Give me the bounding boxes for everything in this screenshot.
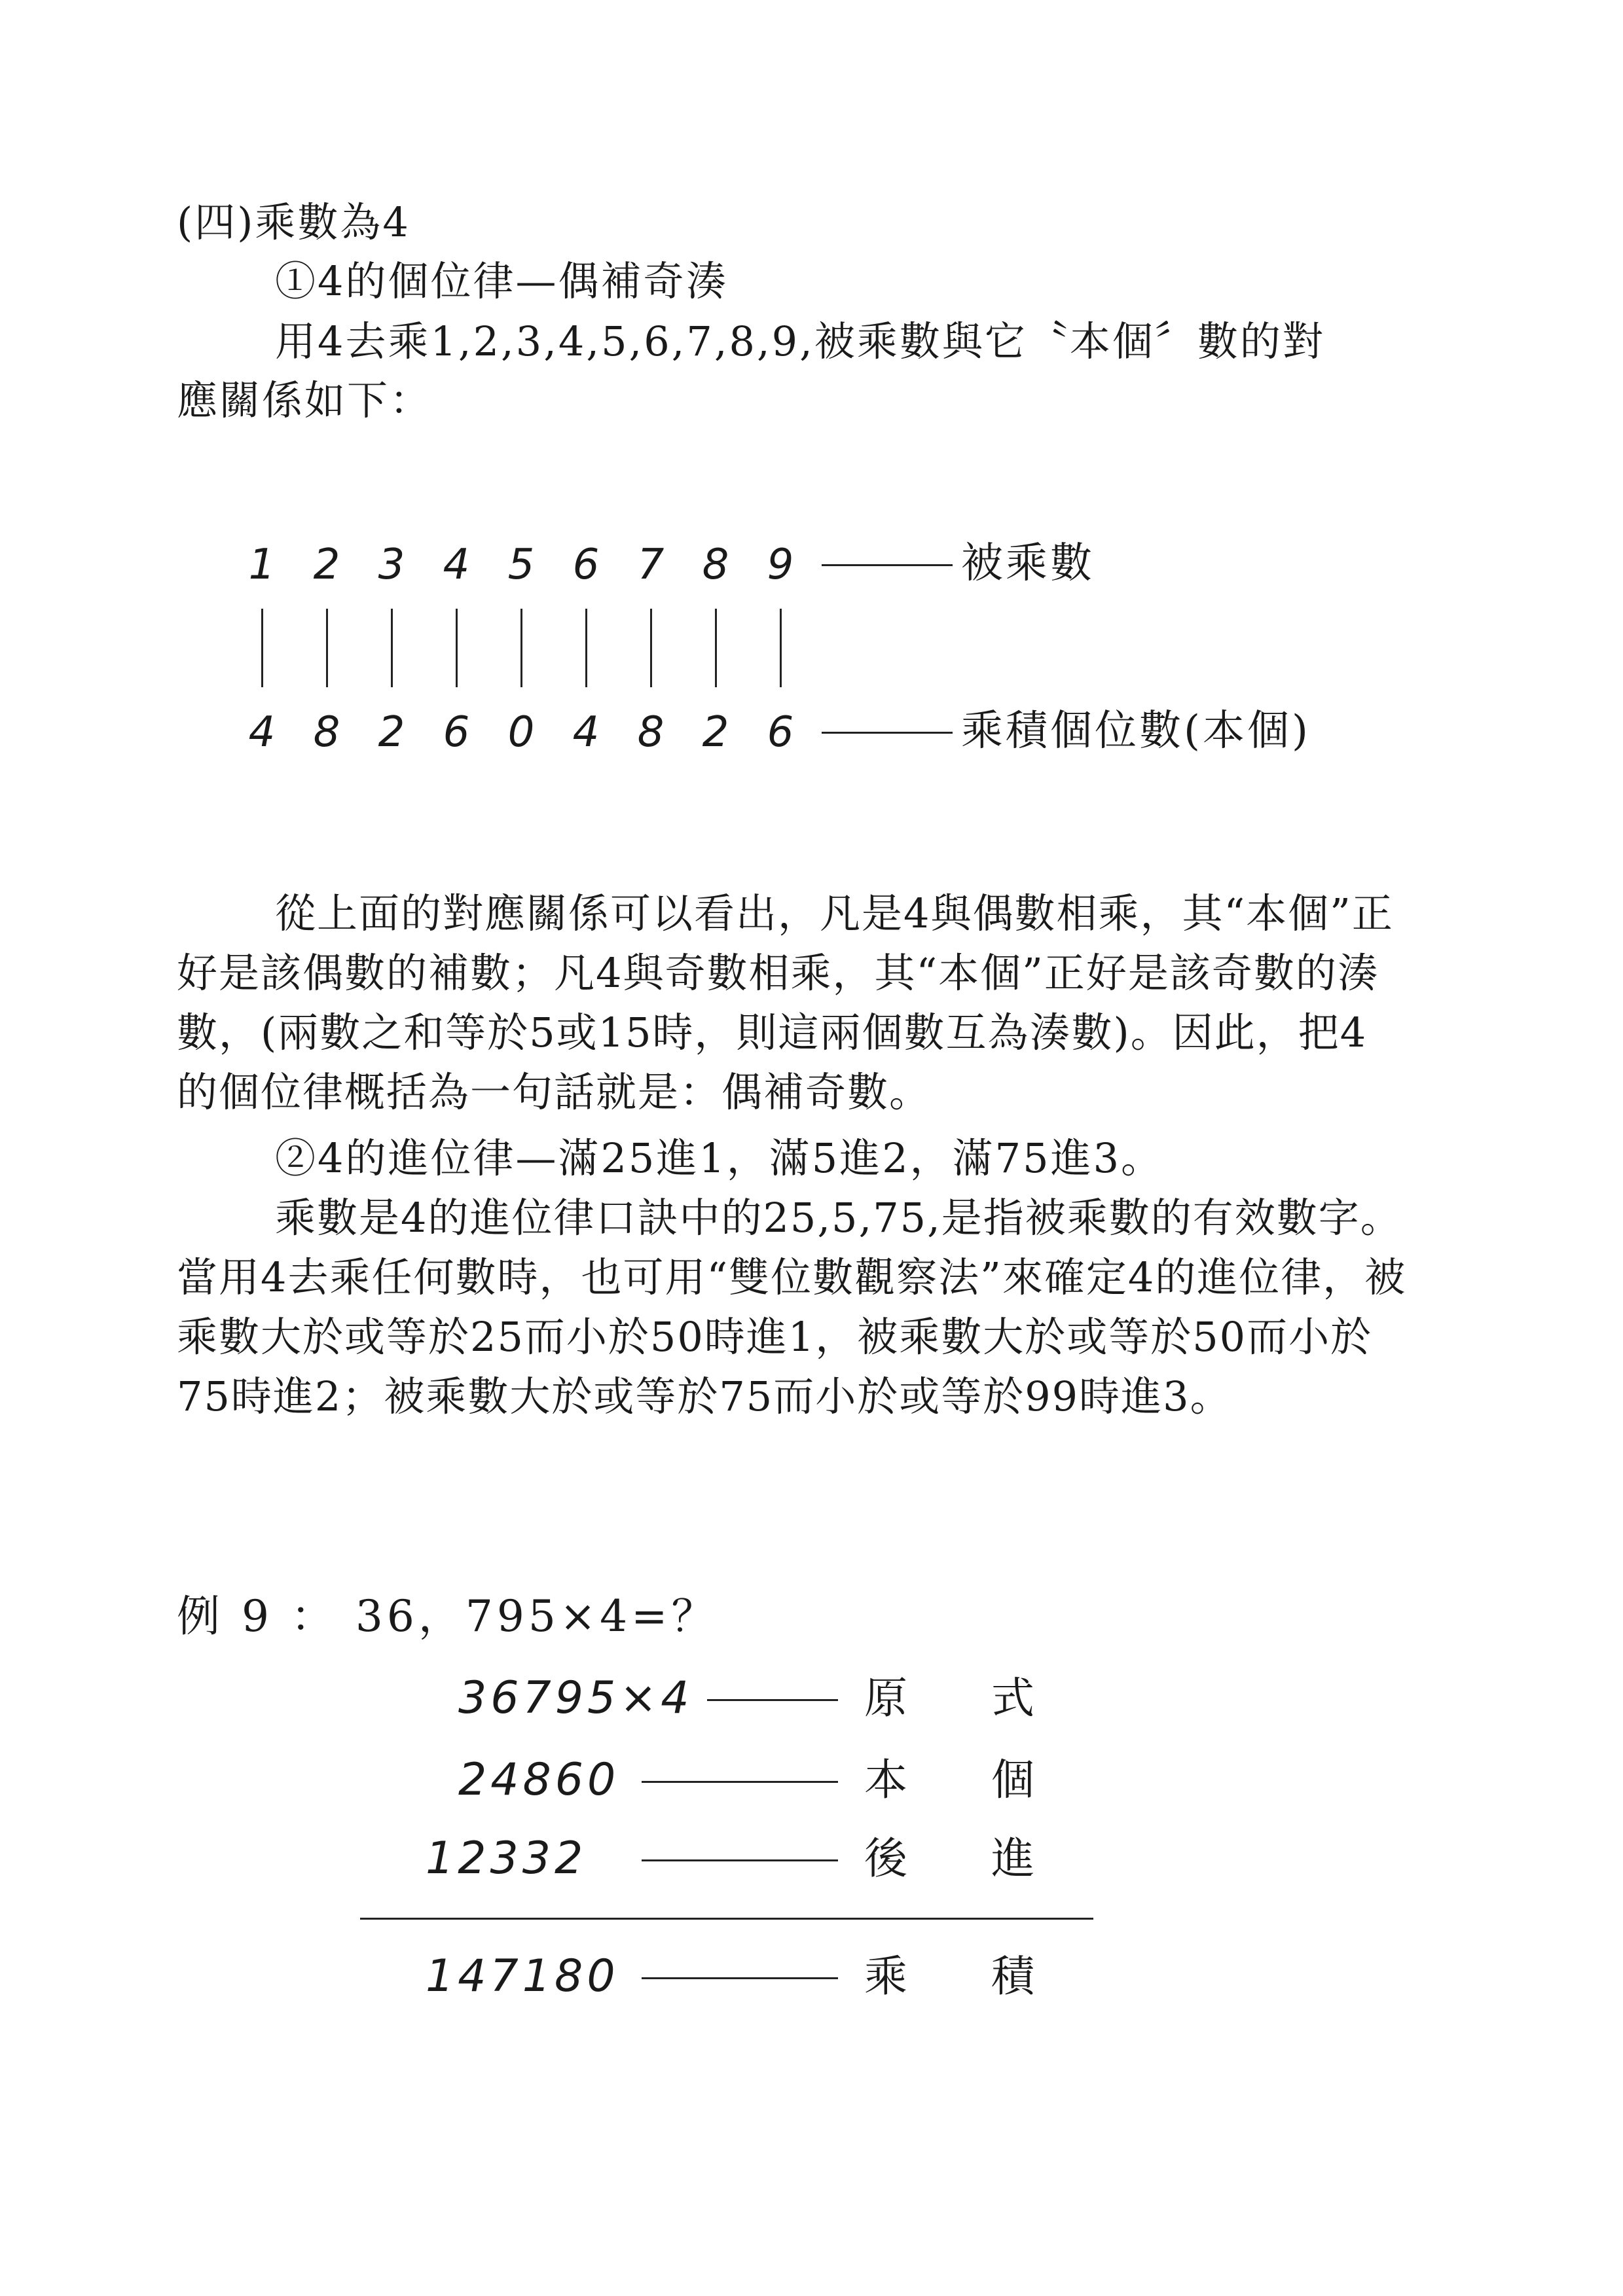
- intro-line-2: 應關係如下：: [177, 376, 433, 424]
- multiplicand-digit: 5: [507, 541, 535, 589]
- sum-rule: [360, 1918, 1093, 1920]
- connector-line: [715, 609, 717, 687]
- subsection-carry-rule: ②4的進位律—滿25進1，滿5進2，滿75進3。: [275, 1134, 1164, 1182]
- product-unit-digit: 6: [767, 708, 794, 757]
- connector-line: [326, 609, 328, 687]
- multiplicand-digit: 1: [248, 541, 276, 589]
- intro-line-1: 用4去乘1,2,3,4,5,6,7,8,9,被乘數與它〝本個〞數的對: [275, 317, 1325, 365]
- connector-line: [780, 609, 782, 687]
- product-unit-digit: 8: [637, 708, 665, 757]
- multiplicand-digit: 3: [378, 541, 405, 589]
- multiplicand-digit: 6: [572, 541, 600, 589]
- product-unit-digit: 0: [507, 708, 535, 757]
- units-value: 24860: [458, 1754, 620, 1806]
- subsection-units-rule: ①4的個位律—偶補奇湊: [275, 257, 729, 305]
- connector-line: [650, 609, 652, 687]
- explanation-text: 從上面的對應關係可以看出，凡是4與偶數相乘，其“本個”正好是該偶數的補數；凡4與奇數相乘，其“本個”正好是該奇數的湊數，(兩數之和等於5或15時，則這兩個數互為湊數)。因此，把4的個位律概括為一句話就是：偶補奇數。: [177, 889, 1394, 1116]
- carry-paragraph: [177, 1188, 1408, 1426]
- explanation-paragraph: [177, 884, 1408, 1122]
- multiplicand-label: 被乘數: [961, 539, 1095, 588]
- leader-line: [642, 1859, 838, 1861]
- original-expression: 36795×4: [458, 1672, 693, 1724]
- connector-line: [520, 609, 522, 687]
- product-unit-digit: 6: [443, 708, 470, 757]
- example-heading: 例 9 ： 36，795×4=？: [177, 1591, 719, 1641]
- connector-line: [261, 609, 263, 687]
- multiplicand-digit: 9: [767, 541, 794, 589]
- multiplicand-leader-line: [822, 564, 953, 566]
- multiplicand-digit: 4: [443, 541, 470, 589]
- product-unit-digit: 8: [313, 708, 340, 757]
- carry-text: 乘數是4的進位律口訣中的25,5,75,是指被乘數的有效數字。當用4去乘任何數時，也可用“雙位數觀察法”來確定4的進位律，被乘數大於或等於25而小於50時進1，被乘數大於或等於50而小於75時進2；被乘數大於或等於75而小於或等於99時進3。: [177, 1194, 1407, 1420]
- leader-line: [707, 1699, 838, 1701]
- connector-line: [391, 609, 393, 687]
- product-unit-digit: 2: [702, 708, 729, 757]
- leader-line: [642, 1781, 838, 1783]
- row-label: 本 個: [864, 1755, 1034, 1805]
- product-leader-line: [822, 732, 953, 734]
- product-units-label: 乘積個位數(本個): [961, 707, 1311, 755]
- row-label: 原 式: [864, 1673, 1034, 1723]
- leader-line: [642, 1977, 838, 1979]
- carry-value: 12332: [426, 1833, 587, 1884]
- connector-line: [585, 609, 587, 687]
- row-label: 後 進: [864, 1833, 1034, 1884]
- section-heading: (四)乘數為4: [177, 198, 410, 246]
- product-unit-digit: 2: [378, 708, 405, 757]
- row-label: 乘 積: [864, 1951, 1034, 2001]
- multiplicand-digit: 2: [313, 541, 340, 589]
- product-unit-digit: 4: [248, 708, 276, 757]
- multiplicand-digit: 8: [702, 541, 729, 589]
- product-unit-digit: 4: [572, 708, 600, 757]
- connector-line: [456, 609, 458, 687]
- multiplicand-digit: 7: [637, 541, 665, 589]
- product-value: 147180: [426, 1950, 619, 2002]
